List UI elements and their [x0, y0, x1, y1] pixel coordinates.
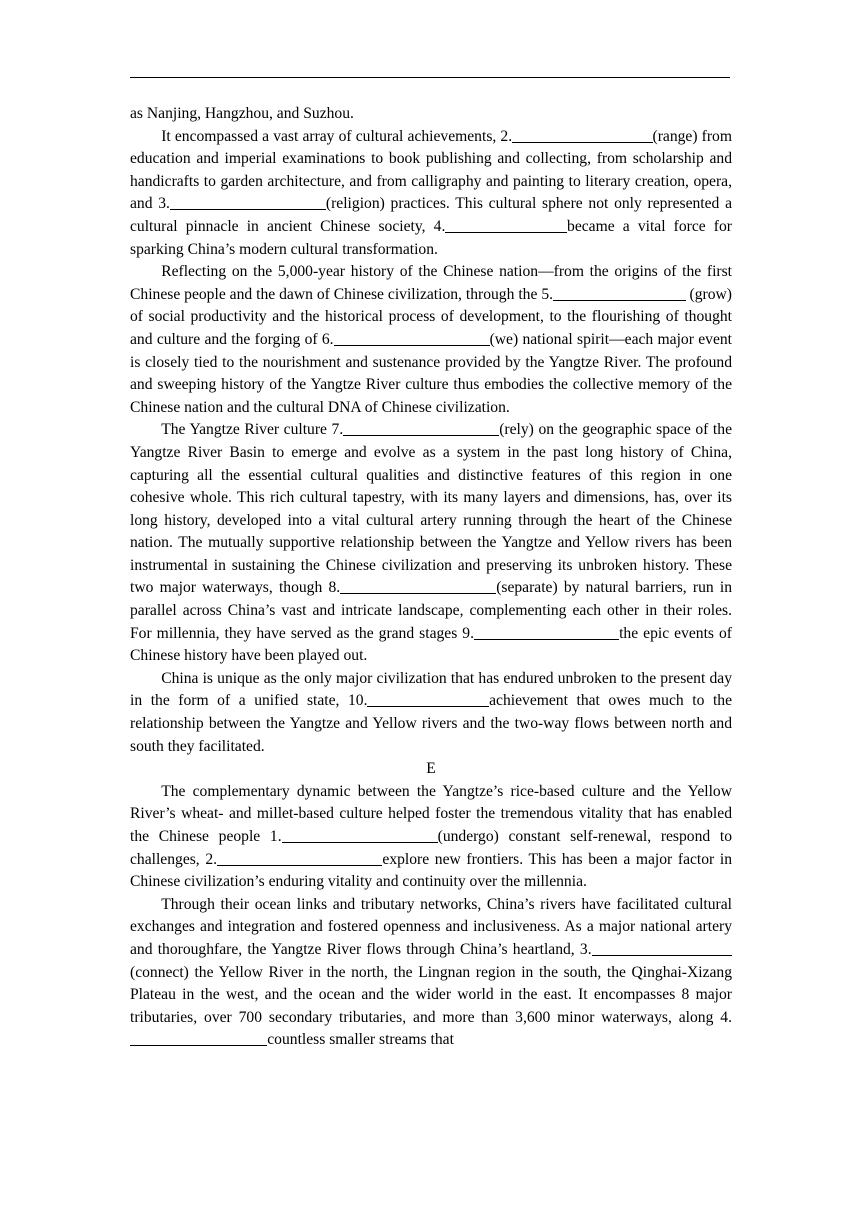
fill-in-blank	[367, 691, 489, 708]
text-run: (grow) of social productivity and the historical process of development, to the flourishing of thought and culture and the forging of 6.	[130, 285, 732, 348]
text-run: (we) national spirit—each major event is closely tied to the nourishment and sustenance provided by the Yangtze River. The profound and sweeping history of the Yangtze River culture thus embodies the collective memory of the Chinese nation and the cultural DNA of Chinese civilization.	[130, 330, 732, 416]
text-run: became a vital force for sparking China’s modern cultural transformation.	[130, 217, 732, 258]
text-run: the epic events of Chinese history have been played out.	[130, 624, 732, 665]
fill-in-blank	[592, 939, 732, 956]
text-run: (religion) practices. This cultural sphere not only represented a cultural pinnacle in ancient Chinese society, 4.	[130, 195, 732, 235]
paragraph	[130, 419, 732, 668]
paragraph	[130, 781, 732, 894]
text-run: The Yangtze River culture 7.	[161, 421, 344, 439]
fill-in-blank	[217, 849, 382, 866]
text-run: (range) from education and imperial examinations to book publishing and collecting, from scholarship and handicrafts to garden architecture, and from calligraphy and painting to literary creation, opera, and 3.	[130, 127, 732, 213]
document-body	[130, 103, 732, 1052]
fill-in-blank	[474, 623, 619, 640]
text-run: It encompassed a vast array of cultural achievements, 2.	[161, 127, 513, 145]
fill-in-blank	[340, 578, 496, 595]
paragraph	[130, 126, 732, 262]
text-run: China is unique as the only major civilization that has endured unbroken to the present day in the form of a unified state, 10.	[130, 669, 732, 710]
fill-in-blank	[170, 194, 326, 211]
paragraph	[130, 668, 732, 758]
fill-in-blank	[343, 420, 499, 437]
text-run: (rely) on the geographic space of the Yangtze River Basin to emerge and evolve as a system in the past long history of China, capturing all the essential cultural qualities and distinctive features of this region in one cohesive whole. This rich cultural tapestry, with its many layers and dimensions, has, over its long history, developed into a vital cultural artery running through the heart of the Chinese nation. The mutually supportive relationship between the Yangtze and Yellow rivers has been instrumental in sustaining the Chinese civilization and preserving its unbroken history. These two major waterways, though 8.	[130, 421, 732, 597]
paragraph	[130, 261, 732, 419]
header-rule	[130, 77, 730, 78]
text-run: The complementary dynamic between the Yangtze’s rice-based culture and the Yellow River’s wheat- and millet-based culture helped foster the tremendous vitality that has enabled the Chinese people 1.	[130, 782, 732, 845]
fill-in-blank	[282, 826, 438, 843]
text-run: as Nanjing, Hangzhou, and Suzhou.	[130, 105, 354, 122]
text-run: countless smaller streams that	[267, 1031, 454, 1049]
text-run: Reflecting on the 5,000-year history of the Chinese nation—from the origins of the first Chinese people and the dawn of Chinese civilization, through the 5.	[130, 263, 732, 303]
fill-in-blank	[512, 126, 652, 143]
paragraph-continuation	[130, 103, 732, 126]
paragraph	[130, 894, 732, 1052]
section-heading	[130, 758, 732, 781]
fill-in-blank	[445, 216, 567, 233]
fill-in-blank	[553, 284, 686, 301]
fill-in-blank	[130, 1030, 267, 1047]
text-run: achievement that owes much to the relationship between the Yangtze and Yellow rivers and the two-way flows between north and south they facilitated.	[130, 692, 732, 755]
text-run: E	[426, 760, 436, 778]
text-run: explore new frontiers. This has been a major factor in Chinese civilization’s enduring vitality and continuity over the millennia.	[130, 850, 732, 891]
fill-in-blank	[334, 329, 490, 346]
text-run: (undergo) constant self-renewal, respond to challenges, 2.	[130, 828, 733, 868]
text-run: Through their ocean links and tributary networks, China’s rivers have facilitated cultural exchanges and integration and fostered openness and inclusiveness. As a major national artery and thoroughfare, the Yangtze River flows through China’s heartland, 3.	[130, 895, 732, 958]
text-run: (separate) by natural barriers, run in parallel across China’s vast and intricate landscape, complementing each other in their roles. For millennia, they have served as the grand stages 9.	[130, 579, 732, 642]
text-run: (connect) the Yellow River in the north, the Lingnan region in the south, the Qinghai-Xizang Plateau in the west, and the ocean and the wider world in the east. It encompasses 8 major tributaries, over 700 secondary tributaries, and more than 3,600 minor waterways, along 4.	[130, 963, 732, 1026]
